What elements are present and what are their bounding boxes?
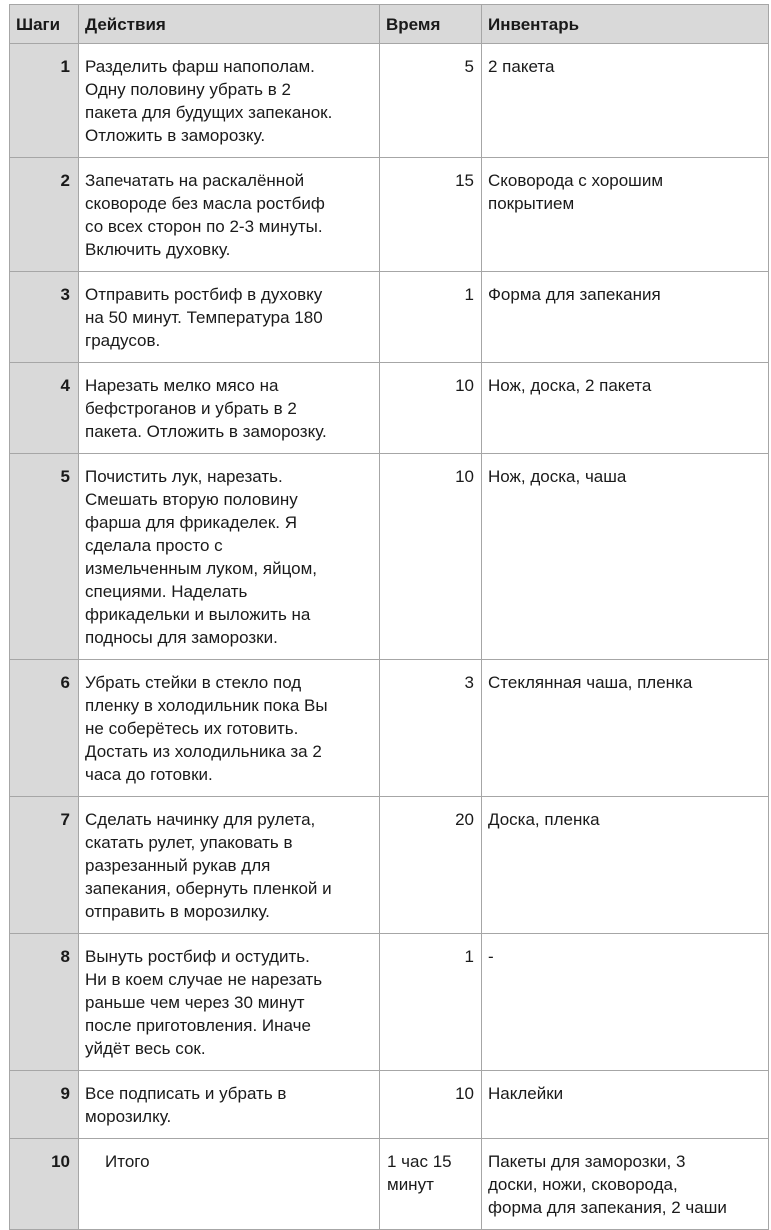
step-time: 10 (380, 1071, 482, 1139)
step-action (79, 660, 380, 797)
action-line: Отложить в заморозку. (85, 126, 266, 145)
step-time: 20 (380, 797, 482, 934)
header-time: Время (380, 5, 482, 44)
total-time-line: минут (387, 1175, 434, 1194)
inventory-line: Пакеты для заморозки, 3 (488, 1152, 686, 1171)
action-line: Достать из холодильника за 2 (85, 742, 322, 761)
action-line: морозилку. (85, 1107, 172, 1126)
table-row (10, 363, 769, 454)
step-number: 8 (10, 934, 79, 1071)
action-line: сковороде без масла ростбиф (85, 194, 325, 213)
action-line: фрикадельки и выложить на (85, 605, 311, 624)
recipe-steps-table (9, 4, 769, 1230)
action-line: после приготовления. Иначе (85, 1016, 311, 1035)
inventory-line: Стеклянная чаша, пленка (488, 673, 693, 692)
step-time: 1 (380, 272, 482, 363)
step-inventory (482, 44, 769, 158)
action-line: часа до готовки. (85, 765, 213, 784)
action-line: со всех сторон по 2-3 минуты. (85, 217, 323, 236)
action-line: пленку в холодильник пока Вы (85, 696, 328, 715)
action-line: сделала просто с (85, 536, 223, 555)
step-time: 10 (380, 454, 482, 660)
action-line: не соберётесь их готовить. (85, 719, 299, 738)
step-number: 1 (10, 44, 79, 158)
step-action (79, 272, 380, 363)
total-step-number: 10 (10, 1139, 79, 1230)
step-number: 2 (10, 158, 79, 272)
table-row (10, 797, 769, 934)
table-row (10, 454, 769, 660)
inventory-line: 2 пакета (488, 57, 555, 76)
step-action (79, 44, 380, 158)
action-line: Запечатать на раскалённой (85, 171, 305, 190)
action-line: скатать рулет, упаковать в (85, 833, 293, 852)
step-time: 3 (380, 660, 482, 797)
total-inventory (482, 1139, 769, 1230)
inventory-line: Сковорода с хорошим (488, 171, 664, 190)
action-line: Убрать стейки в стекло под (85, 673, 302, 692)
action-line: Отправить ростбиф в духовку (85, 285, 323, 304)
table-row (10, 158, 769, 272)
step-time: 10 (380, 363, 482, 454)
step-action (79, 158, 380, 272)
action-line: бефстроганов и убрать в 2 (85, 399, 297, 418)
action-line: Почистить лук, нарезать. (85, 467, 283, 486)
step-action (79, 797, 380, 934)
inventory-line: Нож, доска, чаша (488, 467, 627, 486)
step-number: 3 (10, 272, 79, 363)
header-actions: Действия (79, 5, 380, 44)
step-action (79, 934, 380, 1071)
table-row (10, 934, 769, 1071)
action-line: раньше чем через 30 минут (85, 993, 305, 1012)
total-row (10, 1139, 769, 1230)
action-line: Нарезать мелко мясо на (85, 376, 279, 395)
action-line: пакета для будущих запеканок. (85, 103, 333, 122)
step-inventory (482, 158, 769, 272)
table-row (10, 44, 769, 158)
action-line: подносы для заморозки. (85, 628, 278, 647)
table-row (10, 1071, 769, 1139)
action-line: градусов. (85, 331, 161, 350)
action-line: фарша для фрикаделек. Я (85, 513, 298, 532)
action-line: измельченным луком, яйцом, (85, 559, 317, 578)
step-inventory (482, 797, 769, 934)
header-inventory: Инвентарь (482, 5, 769, 44)
step-inventory (482, 272, 769, 363)
step-inventory (482, 454, 769, 660)
total-time-line: 1 час 15 (387, 1152, 452, 1171)
step-number: 9 (10, 1071, 79, 1139)
step-number: 4 (10, 363, 79, 454)
inventory-line: - (488, 947, 494, 966)
step-inventory (482, 363, 769, 454)
inventory-line: форма для запекания, 2 чаши (488, 1198, 727, 1217)
action-line: отправить в морозилку. (85, 902, 270, 921)
action-line: разрезанный рукав для (85, 856, 271, 875)
inventory-line: Нож, доска, 2 пакета (488, 376, 652, 395)
inventory-line: доски, ножи, сковорода, (488, 1175, 678, 1194)
action-line: Вынуть ростбиф и остудить. (85, 947, 310, 966)
table-row (10, 660, 769, 797)
step-number: 7 (10, 797, 79, 934)
action-line: пакета. Отложить в заморозку. (85, 422, 327, 441)
step-action (79, 454, 380, 660)
inventory-line: Доска, пленка (488, 810, 600, 829)
step-action (79, 1071, 380, 1139)
header-steps: Шаги (10, 5, 79, 44)
inventory-line: Наклейки (488, 1084, 564, 1103)
action-line: Все подписать и убрать в (85, 1084, 287, 1103)
step-inventory (482, 1071, 769, 1139)
step-time: 1 (380, 934, 482, 1071)
action-line: уйдёт весь сок. (85, 1039, 206, 1058)
step-action (79, 363, 380, 454)
header-row (10, 5, 769, 44)
action-line: Одну половину убрать в 2 (85, 80, 291, 99)
total-time (380, 1139, 482, 1230)
action-line: Разделить фарш напополам. (85, 57, 315, 76)
table-row (10, 272, 769, 363)
action-line: Сделать начинку для рулета, (85, 810, 316, 829)
action-line: на 50 минут. Температура 180 (85, 308, 323, 327)
step-time: 15 (380, 158, 482, 272)
total-label: Итого (79, 1139, 380, 1230)
step-inventory (482, 934, 769, 1071)
action-line: запекания, обернуть пленкой и (85, 879, 332, 898)
action-line: Включить духовку. (85, 240, 231, 259)
inventory-line: Форма для запекания (488, 285, 661, 304)
action-line: специями. Наделать (85, 582, 248, 601)
step-time: 5 (380, 44, 482, 158)
action-line: Смешать вторую половину (85, 490, 298, 509)
action-line: Ни в коем случае не нарезать (85, 970, 323, 989)
inventory-line: покрытием (488, 194, 575, 213)
step-inventory (482, 660, 769, 797)
step-number: 5 (10, 454, 79, 660)
table-body (10, 44, 769, 1230)
step-number: 6 (10, 660, 79, 797)
